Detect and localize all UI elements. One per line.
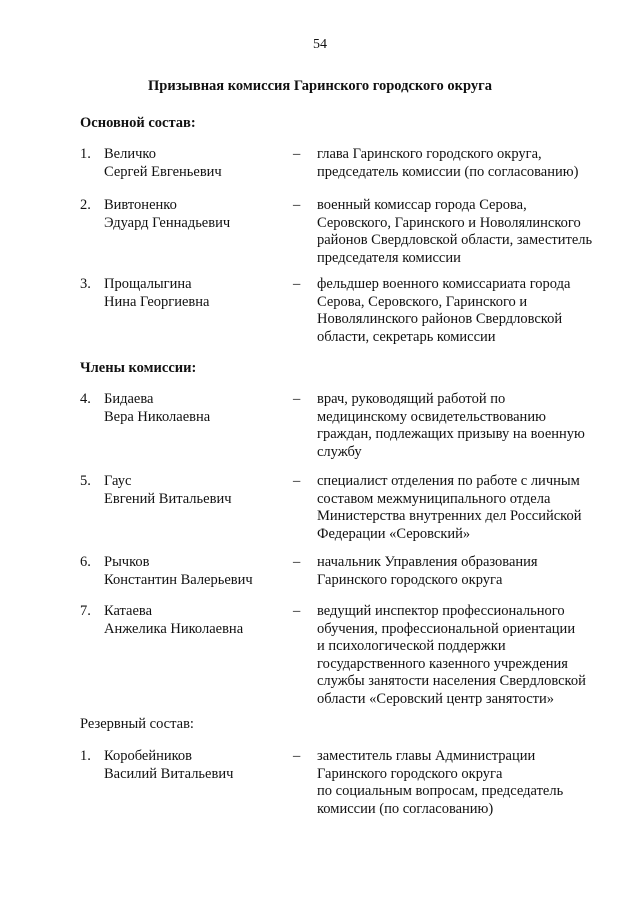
member-position (317, 197, 617, 267)
given-names: Василий Витальевич (104, 765, 234, 782)
position-line: Новолялинского районов Свердловской (317, 311, 563, 328)
member-position (317, 748, 617, 818)
member-name (104, 473, 284, 508)
position-line: государственного казенного учреждения (317, 655, 568, 672)
position-line: председателя комиссии (317, 249, 461, 266)
member-position (317, 391, 617, 461)
page-title: Призывная комиссия Гаринского городского округа (148, 78, 492, 94)
position-line: специалист отделения по работе с личным (317, 473, 580, 489)
given-names: Вера Николаевна (104, 408, 211, 425)
surname: Вивтоненко (104, 197, 177, 213)
member-name (104, 554, 284, 589)
surname: Величко (104, 146, 156, 162)
member-name (104, 146, 284, 181)
member-position (317, 473, 617, 543)
position-line: районов Свердловской области, заместитель (317, 232, 593, 249)
given-names: Анжелика Николаевна (104, 620, 244, 637)
position-line: граждан, подлежащих призыву на военную (317, 426, 585, 443)
position-line: председатель комиссии (по согласованию) (317, 163, 579, 180)
position-line: службу (317, 443, 362, 460)
section-heading-main: Основной состав: (80, 115, 196, 131)
entry-number: 1. (80, 146, 91, 162)
member-name (104, 197, 284, 232)
dash-separator: – (293, 276, 301, 292)
position-line: и психологической поддержки (317, 638, 506, 655)
entry-number: 5. (80, 473, 91, 489)
entry-number: 2. (80, 197, 91, 213)
position-line: области, секретарь комиссии (317, 328, 496, 345)
given-names: Евгений Витальевич (104, 490, 232, 507)
position-line: заместитель главы Администрации (317, 748, 536, 764)
position-line: начальник Управления образования (317, 554, 538, 570)
surname: Рычков (104, 554, 150, 570)
section-heading-reserve: Резервный состав: (80, 716, 194, 732)
surname: Катаева (104, 603, 153, 619)
surname: Коробейников (104, 748, 193, 764)
position-line: обучения, профессиональной ориентации (317, 620, 576, 637)
surname: Гаус (104, 473, 132, 489)
member-position (317, 276, 617, 346)
position-line: Серовского, Гаринского и Новолялинского (317, 214, 581, 231)
dash-separator: – (293, 473, 301, 489)
position-line: Гаринского городского округа (317, 765, 503, 782)
dash-separator: – (293, 748, 301, 764)
position-line: врач, руководящий работой по (317, 391, 506, 407)
entry-number: 6. (80, 554, 91, 570)
member-name (104, 391, 284, 426)
position-line: глава Гаринского городского округа, (317, 146, 542, 162)
position-line: Федерации «Серовский» (317, 525, 471, 542)
dash-separator: – (293, 391, 301, 407)
entry-number: 3. (80, 276, 91, 292)
position-line: ведущий инспектор профессионального (317, 603, 565, 619)
given-names: Нина Георгиевна (104, 293, 210, 310)
dash-separator: – (293, 554, 301, 570)
member-name (104, 748, 284, 783)
position-line: по социальным вопросам, председатель (317, 783, 564, 800)
given-names: Константин Валерьевич (104, 571, 253, 588)
position-line: комиссии (по согласованию) (317, 800, 494, 817)
member-position (317, 554, 617, 589)
section-heading-members: Члены комиссии: (80, 360, 197, 376)
page-number: 54 (313, 37, 327, 52)
position-line: военный комиссар города Серова, (317, 197, 527, 213)
position-line: Министерства внутренних дел Российской (317, 508, 582, 525)
entry-number: 7. (80, 603, 91, 619)
position-line: фельдшер военного комиссариата города (317, 276, 571, 292)
position-line: службы занятости населения Свердловской (317, 673, 586, 690)
position-line: составом межмуниципального отдела (317, 490, 551, 507)
position-line: Серова, Серовского, Гаринского и (317, 293, 528, 310)
entry-number: 4. (80, 391, 91, 407)
dash-separator: – (293, 197, 301, 213)
given-names: Эдуард Геннадьевич (104, 214, 231, 231)
surname: Прощалыгина (104, 276, 192, 292)
entry-number: 1. (80, 748, 91, 764)
position-line: области «Серовский центр занятости» (317, 690, 554, 707)
member-name (104, 276, 284, 311)
dash-separator: – (293, 146, 301, 162)
dash-separator: – (293, 603, 301, 619)
member-name (104, 603, 284, 638)
given-names: Сергей Евгеньевич (104, 163, 222, 180)
position-line: медицинскому освидетельствованию (317, 408, 546, 425)
member-position (317, 146, 617, 181)
member-position (317, 603, 617, 709)
surname: Бидаева (104, 391, 154, 407)
position-line: Гаринского городского округа (317, 571, 503, 588)
